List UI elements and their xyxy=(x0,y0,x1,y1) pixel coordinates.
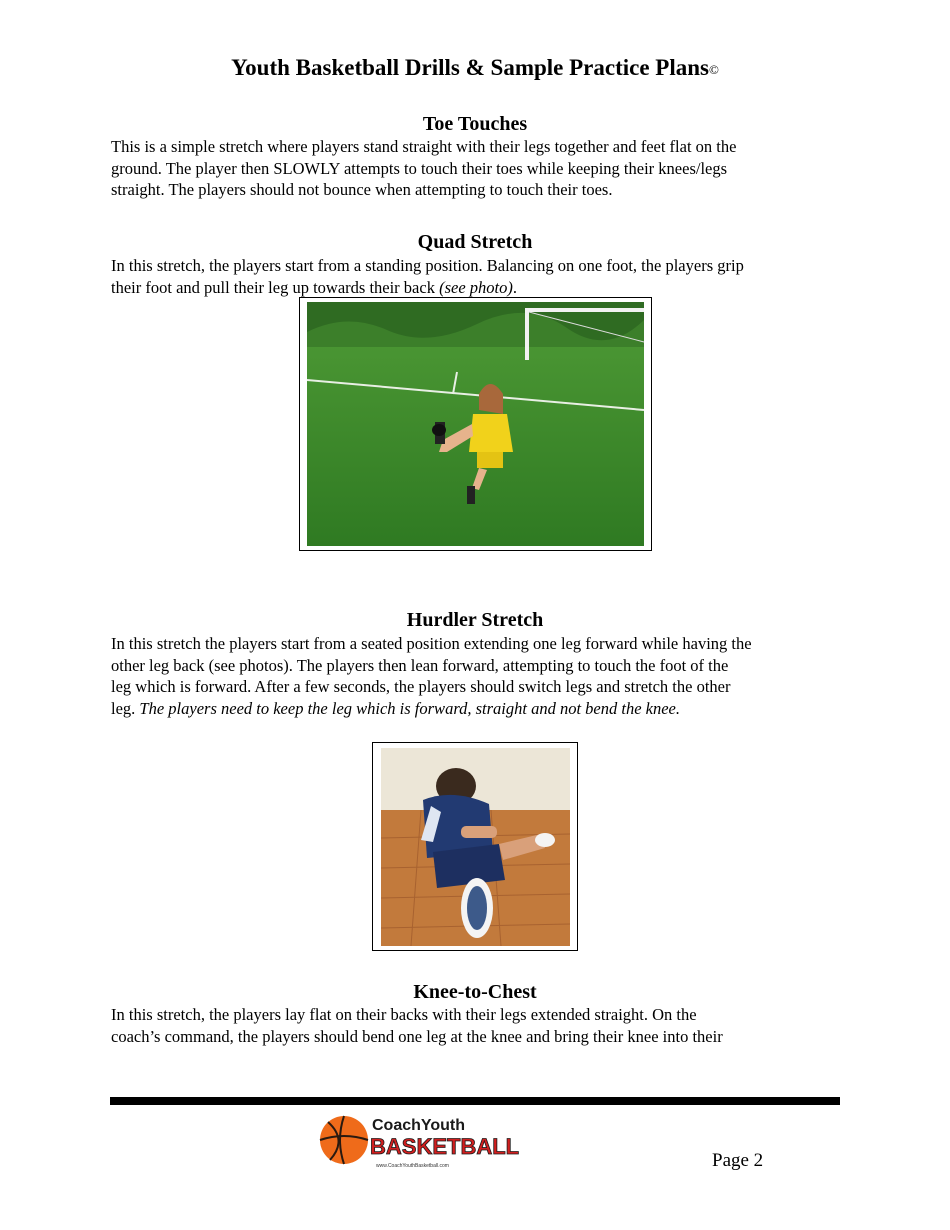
logo-line2: BASKETBALL xyxy=(370,1134,520,1159)
document-title: Youth Basketball Drills & Sample Practice Plans© xyxy=(231,55,719,80)
logo-url: www.CoachYouthBasketball.com xyxy=(376,1163,449,1169)
paragraph-quad-stretch: In this stretch, the players start from a standing position. Balancing on one foot, the players grip their foot and pull their leg up towards their back (see photo). xyxy=(111,256,744,297)
coachyouthbasketball-logo xyxy=(318,1104,520,1174)
page-number: Page 2 xyxy=(712,1150,764,1171)
heading-toe-touches: Toe Touches xyxy=(422,113,528,135)
paragraph-hurdler-stretch: In this stretch the players start from a seated position extending one leg forward while having the other leg back (see photos). The players then lean forward, attempting to touch the foot of the leg which is forward. After a few seconds, the players should switch legs and stretch the other leg. The players need to keep the leg which is forward, straight and not bend the knee. xyxy=(111,634,752,718)
copyright-symbol: © xyxy=(709,62,719,77)
heading-hurdler-stretch: Hurdler Stretch xyxy=(406,609,544,631)
logo-line1: CoachYouth xyxy=(372,1117,466,1134)
paragraph-toe-touches: This is a simple stretch where players stand straight with their legs together and feet flat on the ground. The player then SLOWLY attempts to touch their toes while keeping their knees/legs straight. The players should not bounce when attempting to touch their toes. xyxy=(111,137,737,199)
paragraph-knee-to-chest: In this stretch, the players lay flat on their backs with their legs extended straight. On the coach’s command, the players should bend one leg at the knee and bring their knee into their xyxy=(111,1005,723,1046)
quad-stretch-photo xyxy=(299,297,652,551)
heading-knee-to-chest: Knee-to-Chest xyxy=(413,981,537,1003)
hurdler-stretch-image xyxy=(381,748,570,946)
hurdler-stretch-photo xyxy=(372,742,578,951)
quad-stretch-image xyxy=(307,302,644,546)
heading-quad-stretch: Quad Stretch xyxy=(417,231,533,253)
